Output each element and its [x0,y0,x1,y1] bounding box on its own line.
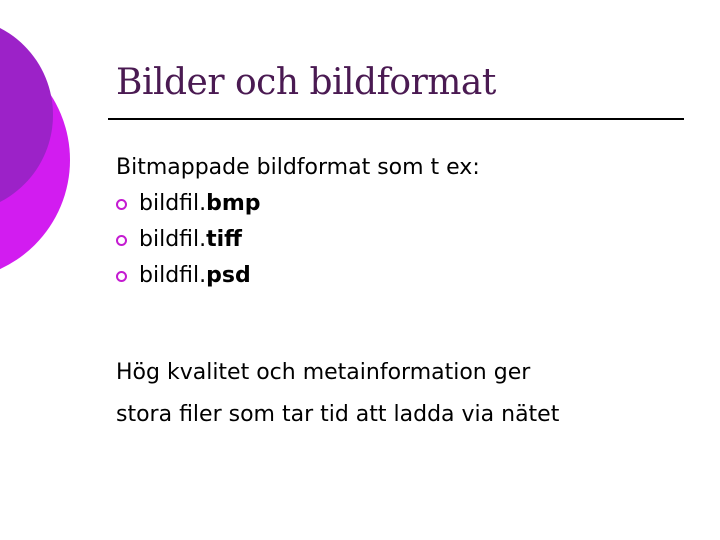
file-extension: bmp [206,191,261,216]
file-extension: tiff [206,227,243,252]
filename-prefix: bildfil. [139,227,207,252]
filename-prefix: bildfil. [139,191,207,216]
hollow-circle-bullet-icon [116,235,127,246]
hollow-circle-bullet-icon [116,271,127,282]
file-extension: psd [206,263,251,288]
slide-title: Bilder och bildformat [116,62,496,103]
note-paragraph [116,352,696,436]
slide-body [116,150,696,294]
note-line: stora filer som tar tid att ladda via nätet [116,402,560,427]
note-line: Hög kvalitet och metainformation ger [116,360,531,385]
list-item [116,222,696,258]
filename-prefix: bildfil. [139,263,207,288]
title-underline [108,118,684,120]
list-item [116,186,696,222]
format-list [116,186,696,294]
intro-text: Bitmappade bildformat som t ex: [116,155,480,180]
hollow-circle-bullet-icon [116,199,127,210]
list-item [116,258,696,294]
decorative-circles [0,0,80,300]
